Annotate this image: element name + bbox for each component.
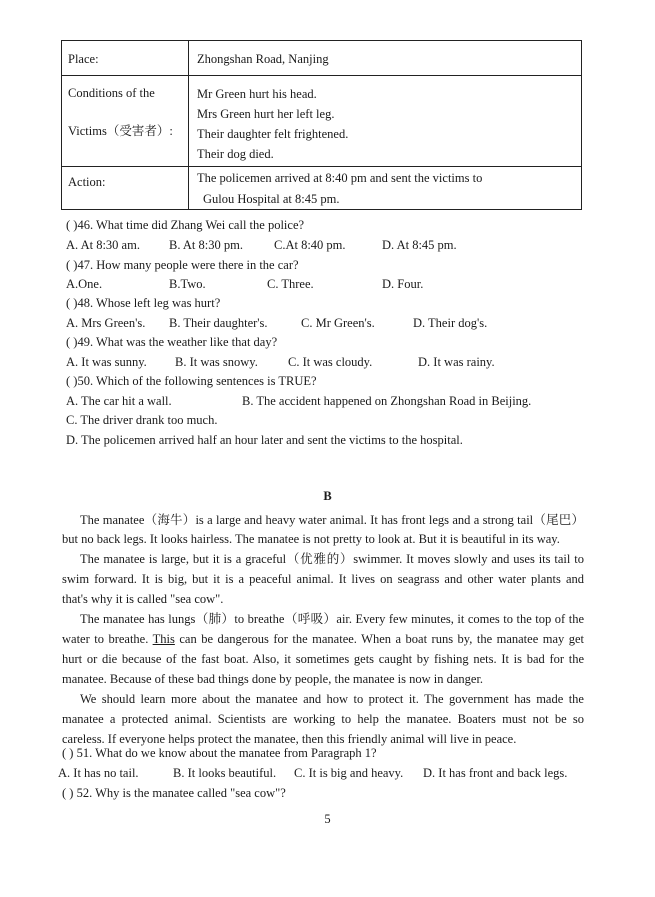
paragraph-2-line-2: swim forward. It is big, but it is a peaceful animal. It lives on seagrass and other water plants and — [62, 572, 584, 586]
paragraph-3-line-2 — [62, 629, 584, 649]
q51-option-b: B. It looks beautiful. — [173, 766, 277, 780]
p3-text-a: water to breathe. — [62, 632, 149, 646]
accident-info-table — [61, 40, 582, 210]
paragraph-1-line-1: The manatee（海牛）is a large and heavy water animal. It has front legs and a strong tail（尾巴） — [80, 513, 584, 527]
question-52-stem: ( ) 52. Why is the manatee called "sea cow"? — [62, 786, 286, 800]
question-47-stem: ( )47. How many people were there in the car? — [66, 258, 299, 272]
q51-option-a: A. It has no tail. — [58, 766, 139, 780]
q49-option-d: D. It was rainy. — [418, 355, 495, 369]
page-number: 5 — [324, 812, 331, 826]
condition-item: Mr Green hurt his head. — [197, 87, 317, 101]
q47-option-d: D. Four. — [382, 277, 424, 291]
paragraph-2-line-3: that's why it is called "sea cow". — [62, 592, 224, 606]
q47-option-b: B.Two. — [169, 277, 206, 291]
q48-option-c: C. Mr Green's. — [301, 316, 375, 330]
q49-option-a: A. It was sunny. — [66, 355, 147, 369]
q48-option-a: A. Mrs Green's. — [66, 316, 146, 330]
paragraph-3-line-4: manatee. Because of these bad things done by people, the manatee is now in danger. — [62, 672, 484, 686]
section-b-heading: B — [323, 489, 332, 503]
place-value: Zhongshan Road, Nanjing — [197, 52, 329, 66]
condition-item: Mrs Green hurt her left leg. — [197, 107, 335, 121]
q48-option-d: D. Their dog's. — [413, 316, 488, 330]
q50-option-d: D. The policemen arrived half an hour later and sent the victims to the hospital. — [66, 433, 463, 447]
question-49-stem: ( )49. What was the weather like that day? — [66, 335, 278, 349]
question-46-stem: ( )46. What time did Zhang Wei call the police? — [66, 218, 305, 232]
action-line: Gulou Hospital at 8:45 pm. — [203, 192, 340, 206]
paragraph-3-line-1: The manatee has lungs（肺）to breathe（呼吸）air. Every few minutes, it comes to the top of the — [80, 612, 584, 626]
table-row-conditions — [62, 76, 582, 167]
action-label: Action: — [68, 175, 106, 189]
paragraph-4-line-3: careless. If everyone helps protect the manatee, then this friendly animal will live in peace. — [62, 732, 517, 746]
q49-option-c: C. It was cloudy. — [288, 355, 373, 369]
q46-option-a: A. At 8:30 am. — [66, 238, 140, 252]
q51-option-c: C. It is big and heavy. — [294, 766, 404, 780]
action-line: The policemen arrived at 8:40 pm and sent the victims to — [197, 171, 483, 185]
question-48-stem: ( )48. Whose left leg was hurt? — [66, 296, 221, 310]
place-label: Place: — [68, 52, 99, 66]
question-50-stem: ( )50. Which of the following sentences is TRUE? — [66, 374, 317, 388]
q48-option-b: B. Their daughter's. — [169, 316, 268, 330]
paragraph-2-line-1: The manatee is large, but it is a graceful（优雅的）swimmer. It moves slowly and uses its tail to — [80, 552, 584, 566]
q49-option-b: B. It was snowy. — [175, 355, 258, 369]
q50-option-a: A. The car hit a wall. — [66, 394, 172, 408]
paragraph-1-line-2: but no back legs. It looks hairless. The manatee is not pretty to look at. But it is beautiful in its way. — [62, 532, 560, 546]
paragraph-4-line-2: manatee a protected animal. Scientists are working to help the manatee. Boaters must not be so — [62, 712, 584, 726]
q50-option-b: B. The accident happened on Zhongshan Road in Beijing. — [242, 394, 532, 408]
conditions-label-line2: Victims（受害者）: — [68, 124, 173, 138]
q47-option-c: C. Three. — [267, 277, 314, 291]
q46-option-b: B. At 8:30 pm. — [169, 238, 243, 252]
condition-item: Their dog died. — [197, 147, 274, 161]
q46-option-d: D. At 8:45 pm. — [382, 238, 457, 252]
underlined-word-this: This — [152, 632, 175, 646]
table-row-action — [62, 167, 582, 210]
paragraph-4-line-1: We should learn more about the manatee and how to protect it. The government has made the — [80, 692, 584, 706]
condition-item: Their daughter felt frightened. — [197, 127, 349, 141]
q47-option-a: A.One. — [66, 277, 103, 291]
q50-option-c: C. The driver drank too much. — [66, 413, 218, 427]
question-51-stem: ( ) 51. What do we know about the manatee from Paragraph 1? — [62, 746, 377, 760]
q51-option-d: D. It has front and back legs. — [423, 766, 568, 780]
p3-text-b: can be dangerous for the manatee. When a boat runs by, the manatee may get — [179, 632, 585, 646]
q46-option-c: C.At 8:40 pm. — [274, 238, 346, 252]
table-row-place — [62, 41, 582, 76]
paragraph-3-line-3: hurt or die because of the fast boat. Also, it sometimes gets caught by fishing nets. It is bad for the — [62, 652, 584, 666]
conditions-label-line1: Conditions of the — [68, 86, 155, 100]
